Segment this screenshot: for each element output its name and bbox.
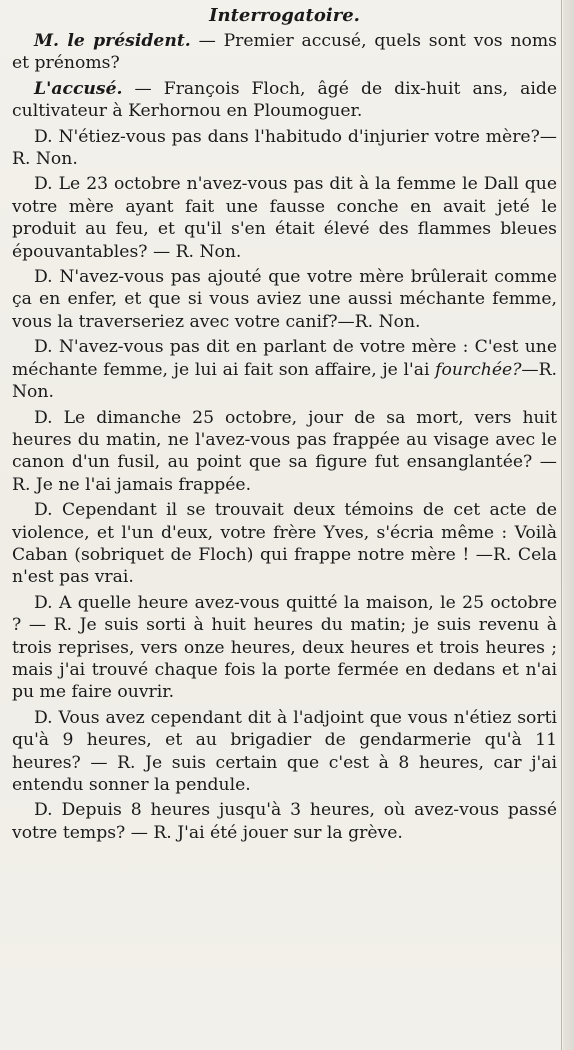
paragraph-qa-7: D. A quelle heure avez-vous quitté la maison, le 25 octobre ? — R. Je suis sorti à huit heures du matin; je suis revenu à trois reprises, vers onze heures, deux heures et trois heures ; mais j'ai trouvé chaque fois la porte fermée en dedans et n'ai pu me faire ouvrir. xyxy=(12,592,557,703)
article-column xyxy=(12,4,557,847)
paragraph-qa-1: D. N'étiez-vous pas dans l'habitudo d'injurier votre mère?—R. Non. xyxy=(12,126,557,170)
italic-word: fourchée? xyxy=(435,359,522,380)
paragraph-president-question xyxy=(12,30,557,75)
paragraph-text: — Premier accusé, quels sont vos noms et prénoms? xyxy=(12,31,557,74)
paragraph-text: — François Floch, âgé de dix-huit ans, aide cultivateur à Kerhornou en Ploumoguer. xyxy=(12,78,557,122)
section-heading: Interrogatoire. xyxy=(209,5,360,26)
paragraph-qa-4 xyxy=(12,336,557,403)
paragraph-qa-9: D. Depuis 8 heures jusqu'à 3 heures, où avez-vous passé votre temps? — R. J'ai été jouer sur la grève. xyxy=(12,800,557,843)
speaker-accused: L'accusé. xyxy=(34,78,123,99)
paragraph-text: —R. Non. xyxy=(12,359,557,403)
paragraph-qa-2: D. Le 23 octobre n'avez-vous pas dit à la femme le Dall que votre mère ayant fait une fausse conche en avait jeté le produit au feu, et qu'il s'en était élevé des flammes bleues épouvantables? — R. Non. xyxy=(12,174,557,262)
speaker-president: M. le président. xyxy=(34,31,191,51)
paragraph-qa-5: D. Le dimanche 25 octobre, jour de sa mort, vers huit heures du matin, ne l'avez-vous pas frappée au visage avec le canon d'un fusil, au point que sa figure fut ensanglantée? — R. Je ne l'ai jamais frappée. xyxy=(12,407,557,495)
paragraph-qa-8: D. Vous avez cependant dit à l'adjoint que vous n'étiez sorti qu'à 9 heures, et au brigadier de gendarmerie qu'à 11 heures? — R. Je suis certain que c'est à 8 heures, car j'ai entendu sonner la pendule. xyxy=(12,707,557,795)
paragraph-qa-3: D. N'avez-vous pas ajouté que votre mère brûlerait comme ça en enfer, et que si vous aviez une aussi méchante femme, vous la traverseriez avec votre canif?—R. Non. xyxy=(12,267,557,332)
adjacent-column-edge xyxy=(563,0,574,1050)
paragraph-qa-6: D. Cependant il se trouvait deux témoins de cet acte de violence, et l'un d'eux, votre frère Yves, s'écria même : Voilà Caban (sobriquet de Floch) qui frappe notre mère ! —R. Cela n'est pas vrai. xyxy=(12,500,557,588)
paragraph-accused-answer xyxy=(12,78,557,123)
column-rule xyxy=(561,0,562,1050)
paragraph-text: D. N'avez-vous pas dit en parlant de votre mère : C'est une méchante femme, je lui ai fait son affaire, je l'ai xyxy=(12,337,557,380)
